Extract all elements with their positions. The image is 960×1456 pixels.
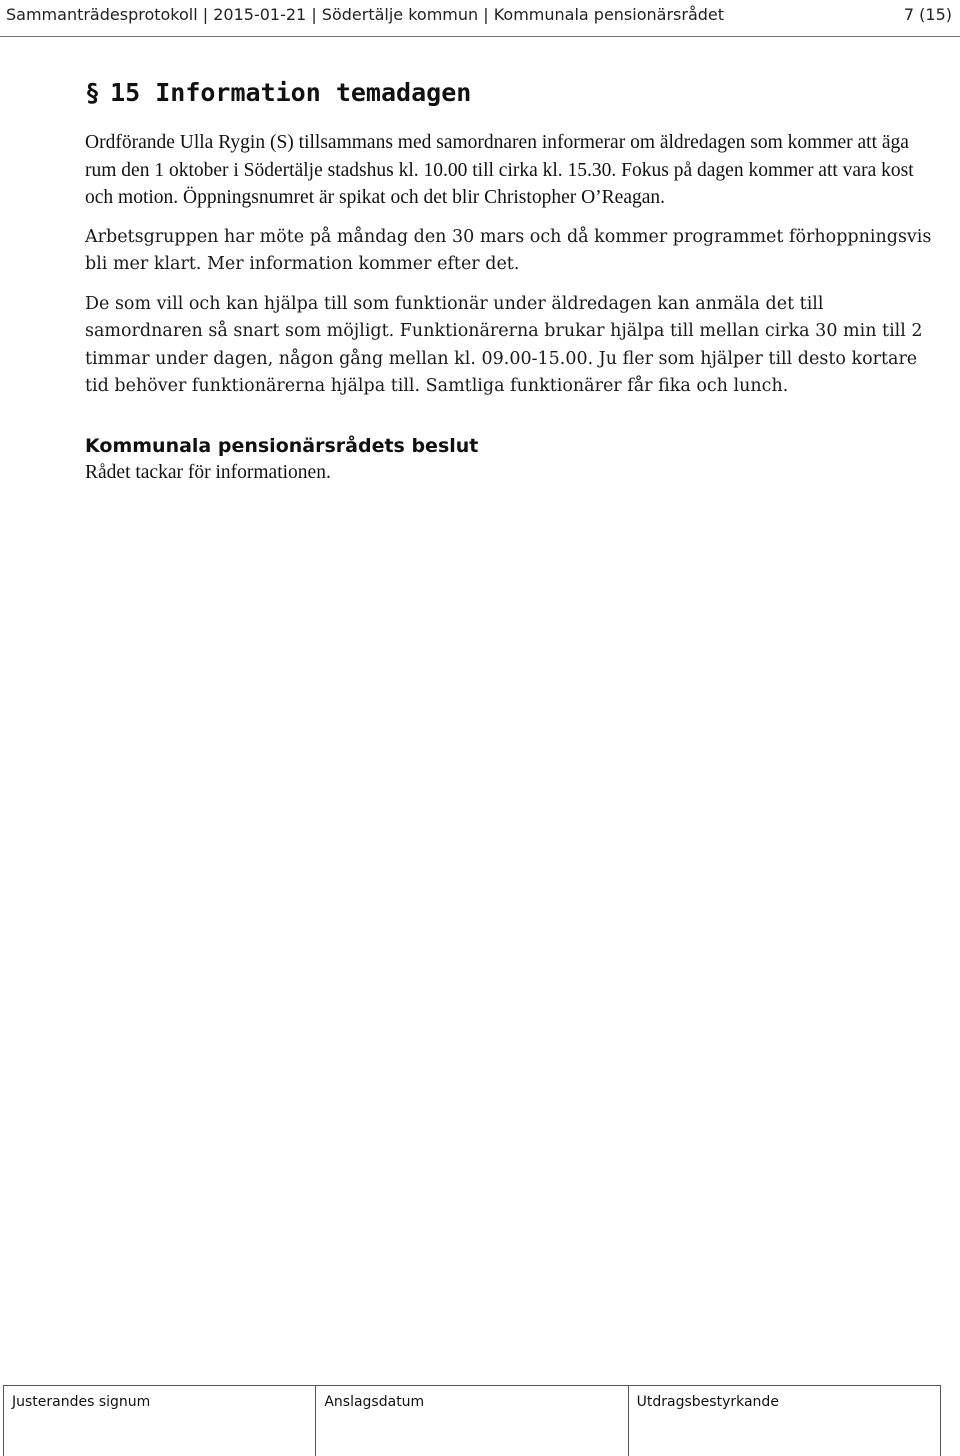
page-header bbox=[0, 0, 960, 37]
document-body bbox=[85, 78, 945, 487]
section-sign: § bbox=[85, 78, 101, 107]
decision-text: Rådet tackar för informationen. bbox=[85, 461, 331, 483]
section-heading bbox=[85, 78, 945, 107]
paragraph-workgroup: Arbetsgruppen har möte på måndag den 30 mars och då kommer programmet förhoppningsvis bli mer klart. Mer information kommer efter det. bbox=[85, 226, 932, 274]
footer-date-label: Anslagsdatum bbox=[324, 1394, 425, 1410]
paragraph-info: Ordförande Ulla Rygin (S) tillsammans med samordnaren informerar om äldredagen som kommer att äga rum den 1 oktober i Södertälje stadshus kl. 10.00 till cirka kl. 15.30. Fokus på dagen kommer att vara kost och motion. Öppningsnumret är spikat och det blir Christopher O’Reagan. bbox=[85, 132, 914, 208]
page-number: 7 (15) bbox=[903, 5, 952, 24]
footer-extract-label: Utdragsbestyrkande bbox=[636, 1394, 779, 1410]
footer-signum-label: Justerandes signum bbox=[12, 1394, 151, 1410]
header-title: Sammanträdesprotokoll | 2015-01-21 | Södertälje kommun | Kommunala pensionärsrådet bbox=[6, 5, 725, 24]
decision-heading: Kommunala pensionärsrådets beslut bbox=[85, 434, 479, 457]
footer-date-cell bbox=[315, 1386, 627, 1456]
section-title: 15 Information temadagen bbox=[110, 78, 472, 107]
footer-extract-cell bbox=[628, 1386, 941, 1456]
footer-signum-cell bbox=[3, 1386, 315, 1456]
signature-footer bbox=[3, 1385, 941, 1456]
paragraph-volunteers: De som vill och kan hjälpa till som funktionär under äldredagen kan anmäla det till samordnaren så snart som möjligt. Funktionärerna brukar hjälpa till mellan cirka 30 min till 2 timmar under dagen, någon gång mellan kl. 09.00-15.00. Ju fler som hjälper till desto kortare tid behöver funktionärerna hjälpa till. Samtliga funktionärer får fika och lunch. bbox=[85, 293, 923, 396]
